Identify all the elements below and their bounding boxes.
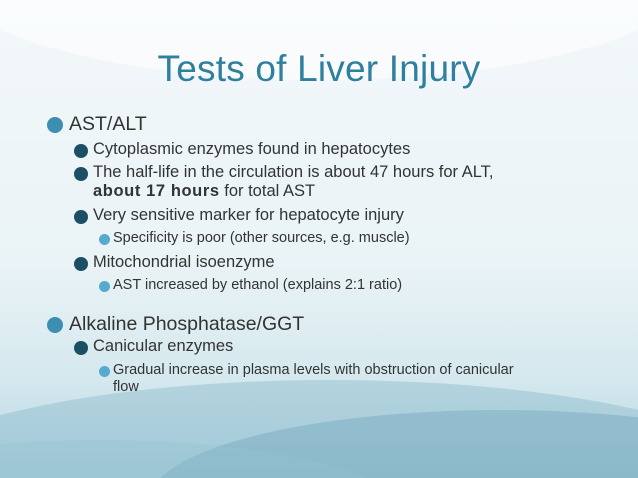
bullet-icon	[47, 317, 63, 333]
bullet-icon	[99, 234, 110, 245]
list-item	[113, 277, 402, 293]
list-item-text: Canicular enzymes	[93, 337, 234, 355]
bullet-icon	[99, 366, 110, 377]
list-item	[93, 253, 275, 272]
list-item	[113, 362, 514, 378]
bullet-icon	[99, 281, 110, 292]
bullet-icon	[74, 210, 88, 224]
list-item-text: Alkaline Phosphatase/GGT	[69, 313, 305, 335]
list-item	[93, 140, 410, 159]
bullet-icon	[74, 341, 88, 355]
bullet-icon	[47, 117, 63, 133]
list-item-text: Very sensitive marker for hepatocyte injury	[93, 206, 404, 224]
list-item-text: Specificity is poor (other sources, e.g. muscle)	[113, 230, 410, 246]
slide-title: Tests of Liver Injury	[157, 48, 481, 89]
bullet-icon	[74, 167, 88, 181]
list-item-text: Gradual increase in plasma levels with obstruction of canicular	[113, 362, 514, 378]
list-item-text: Mitochondrial isoenzyme	[93, 253, 275, 271]
list-item	[93, 163, 494, 182]
list-item-continuation	[113, 379, 139, 395]
list-item-text: for total AST	[219, 182, 316, 200]
emphasis-text: about 17 hours	[93, 182, 220, 200]
list-item-continuation	[93, 182, 315, 201]
list-item	[69, 313, 304, 336]
list-item	[93, 206, 404, 225]
list-item	[93, 337, 233, 356]
list-item-text: AST increased by ethanol (explains 2:1 ratio)	[113, 277, 403, 293]
list-item	[113, 230, 410, 246]
bullet-icon	[74, 144, 88, 158]
list-item-text: flow	[113, 379, 139, 395]
bullet-icon	[74, 257, 88, 271]
list-item-text: The half-life in the circulation is about 47 hours for ALT,	[93, 163, 494, 181]
list-item-text: Cytoplasmic enzymes found in hepatocytes	[93, 140, 411, 158]
list-item-text: AST/ALT	[69, 113, 147, 135]
list-item	[69, 113, 147, 136]
